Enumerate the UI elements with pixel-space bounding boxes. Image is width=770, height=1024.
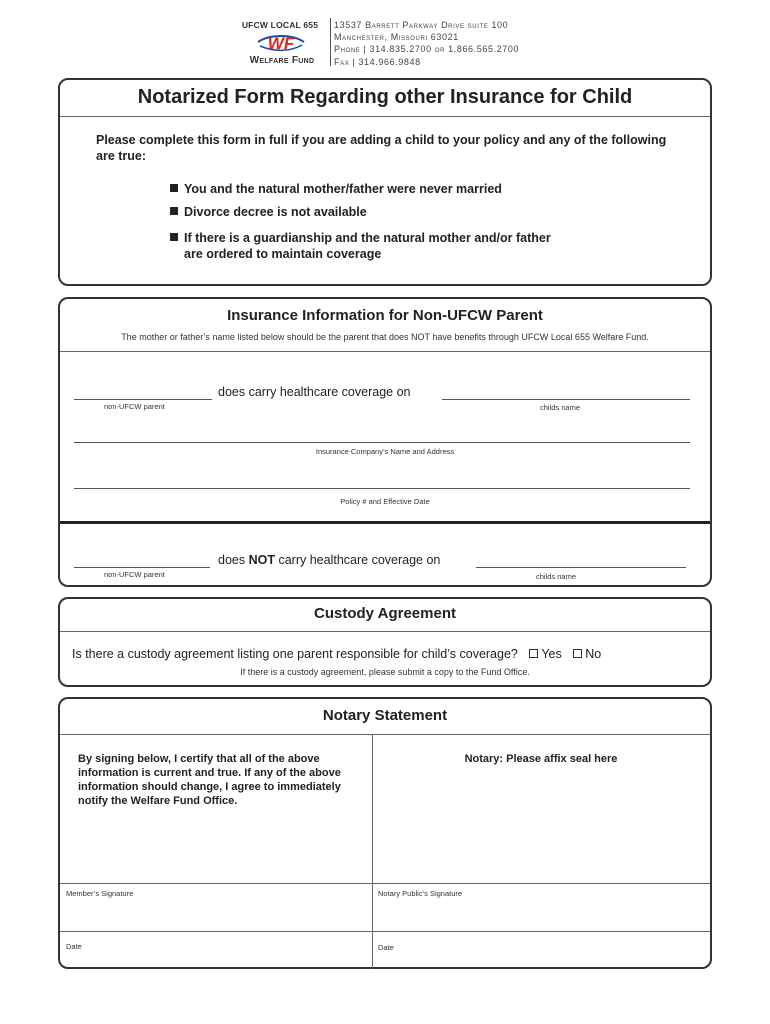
notary-divider [372,735,373,969]
parent-label: non-UFCW parent [104,402,165,411]
bullet-item: You and the natural mother/father were never married [170,181,502,197]
parent-name-line[interactable] [74,399,212,400]
bullet-item: If there is a guardianship and the natural mother and/or father are ordered to maintain coverage [170,230,551,262]
company-label: Insurance Company’s Name and Address [315,447,455,456]
form-title: Notarized Form Regarding other Insurance for Child [137,86,633,108]
signature-rule [60,883,710,884]
notary-title: Notary Statement [322,707,448,724]
seal-text: Notary: Please affix seal here [464,753,618,765]
member-signature-label[interactable]: Member’s Signature [66,889,134,898]
child-label-not: childs name [536,572,577,581]
title-rule [60,116,710,117]
child-name-line[interactable] [442,399,690,400]
intro-text: Please complete this form in full if you are adding a child to your policy and any of the following are true: [96,133,667,163]
header-divider [330,18,331,66]
org-name-top: UFCW LOCAL 655 [241,20,319,30]
custody-box [58,597,712,687]
phone-line: Phone | 314.835.2700 or 1.866.565.2700 [334,44,520,55]
logo-letters: WF [267,34,295,53]
parent-name-line-not[interactable] [74,567,210,568]
notary-rule [60,734,710,735]
bullet-item: Divorce decree is not available [170,204,367,220]
yes-label: Yes [541,647,562,661]
date-right-label[interactable]: Date [378,943,394,952]
intro-box [58,78,712,286]
yes-checkbox[interactable] [529,649,538,658]
bullet-square-icon [170,207,178,215]
date-left-label[interactable]: Date [66,942,82,951]
insurance-title: Insurance Information for Non-UFCW Parent [227,307,543,324]
custody-note: If there is a custody agreement, please submit a copy to the Fund Office. [240,667,530,677]
policy-label: Policy # and Effective Date [340,497,430,506]
address-line-2: Manchester, Missouri 63021 [334,32,459,43]
date-rule [60,931,710,932]
fax-line: Fax | 314.966.9848 [334,56,421,67]
custody-title: Custody Agreement [314,605,456,622]
org-address [334,19,519,68]
custody-rule [60,631,710,632]
address-line-1: 13537 Barrett Parkway Drive suite 100 [334,20,509,30]
policy-line[interactable] [74,488,690,489]
bullet-square-icon [170,184,178,192]
custody-question: Is there a custody agreement listing one parent responsible for child’s coverage? Yes No [72,647,602,661]
insurance-rule [60,351,710,352]
certify-text: By signing below, I certify that all of the above information is current and true. If any of the above information should change, I agree to immediately notify the Welfare Fund Office. [78,753,341,807]
insurance-company-line[interactable] [74,442,690,443]
no-checkbox[interactable] [573,649,582,658]
section-separator [60,521,710,524]
insurance-box [58,297,712,587]
bullet-square-icon [170,233,178,241]
org-name-bottom: Welfare Fund [249,55,315,66]
parent-label-not: non-UFCW parent [104,570,165,579]
no-label: No [585,647,602,661]
child-label: childs name [540,403,581,412]
not-carry-phrase: does NOT carry healthcare coverage on [218,553,441,567]
wf-logo-icon [256,30,306,54]
child-name-line-not[interactable] [476,567,686,568]
insurance-note: The mother or father’s name listed below should be the parent that does NOT have benefits through UFCW Local 655 Welfare Fund. [121,332,649,342]
notary-box [58,697,712,969]
carry-phrase: does carry healthcare coverage on [218,385,411,399]
notary-signature-label[interactable]: Notary Public’s Signature [378,889,463,898]
